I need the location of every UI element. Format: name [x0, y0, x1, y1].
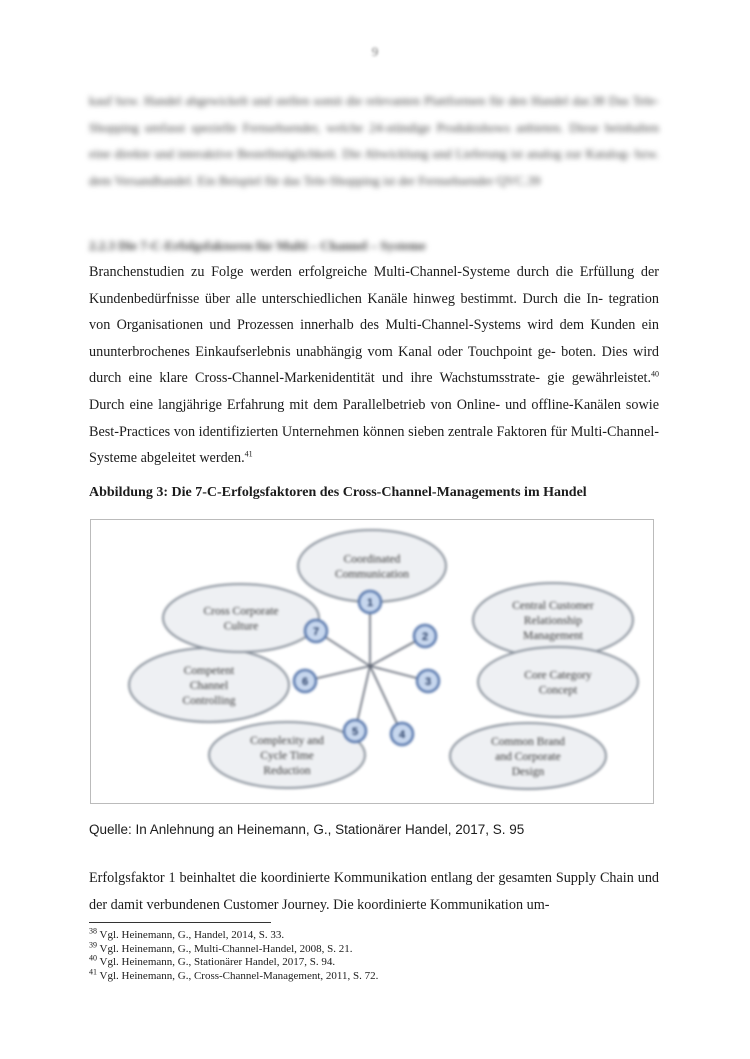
factor-number: 4	[398, 729, 406, 741]
footnote-number: 39	[89, 939, 97, 949]
body-paragraph-1	[89, 259, 659, 472]
factor-label: Competent Channel Controlling	[182, 665, 236, 707]
footnote-number: 38	[89, 926, 97, 936]
section-heading: 2.2.3 Die 7-C-Erfolgsfaktoren für Multi – Channel – Systeme	[89, 238, 426, 253]
text-line: Durch eine langjährige Erfahrung mit dem Parallelbetrieb von Online-	[89, 396, 501, 413]
factor-ellipse	[163, 584, 319, 652]
body-paragraph-2	[89, 865, 659, 918]
factor-label: Coordinated Communication	[334, 553, 410, 581]
blurred-paragraph: kauf bzw. Handel abgewickelt und stellen somit die relevanten Plattformen für den Handel dar.38 Das Tele-Shopping umfasst spezielle Fernsehsender, welche 24-stündige Produktshows anbieten. Diese beinhalten eine direkte und interaktive Bestellmöglichkeit. Die Abwicklung und Lieferung ist analog zur Katalog- bzw. dem Versandhandel. Ein Beispiel für das Tele-Shopping ist der Fernsehsender QVC.39	[89, 93, 659, 188]
text-line: tegration von Organisationen und Prozessen innerhalb des Multi-Channel-Systems wird dem	[89, 290, 659, 334]
footnote	[89, 966, 659, 984]
footnote	[89, 926, 659, 943]
text-line: boten. Dies wird durch eine klare Cross-Channel-Markenidentität und ihre Wachstumsstrate-	[89, 343, 659, 387]
footnote	[89, 953, 659, 970]
figure-source: Quelle: In Anlehnung an Heinemann, G., Stationärer Handel, 2017, S. 95	[89, 822, 525, 837]
factor-label: Complexity and Cycle Time Reduction	[250, 735, 324, 777]
figure-7c-diagram	[90, 519, 654, 804]
page-number: 9	[371, 44, 379, 59]
text-line: Branchenstudien zu Folge werden erfolgreiche Multi-Channel-Systeme durch die Erfüllung	[89, 264, 635, 280]
text-line: der Kundenbedürfnisse über alle unterschiedlichen Kanäle hinweg bestimmt. Durch die In-	[89, 264, 659, 307]
footnote-text: Vgl. Heinemann, G., Multi-Channel-Handel, 2008, S. 21.	[97, 942, 353, 955]
factor-number: 1	[366, 597, 374, 609]
footnote-text: Vgl. Heinemann, G., Handel, 2014, S. 33.	[97, 929, 285, 941]
footnote	[89, 939, 659, 957]
footnote-ref[interactable]: 40	[651, 369, 660, 379]
footnotes	[89, 926, 659, 983]
text-line: Chain und der damit verbundenen Customer Journey. Die koordinierte Kommunikation um-	[89, 870, 660, 913]
footnote-number: 40	[89, 953, 97, 963]
factor-ellipse	[478, 647, 638, 717]
diagram-svg	[91, 520, 653, 803]
factor-label: Core Category Concept	[524, 669, 592, 697]
factor-number: 2	[421, 631, 429, 643]
factor-number: 3	[424, 676, 432, 688]
text-line: zentrale Faktoren für Multi-Channel-Systeme abgeleitet werden.	[89, 423, 659, 467]
factor-number: 6	[301, 676, 309, 688]
factor-label: Central Customer Relationship Management	[512, 600, 594, 642]
footnote-number: 41	[89, 966, 97, 976]
factor-label: Common Brand and Corporate Design	[491, 736, 565, 778]
text-line: Erfolgsfaktor 1 beinhaltet die koordinierte Kommunikation entlang der gesamten Supply	[89, 870, 597, 886]
footnote-ref[interactable]: 41	[244, 449, 253, 459]
text-line: gie gewährleistet.	[547, 370, 652, 387]
factor-number: 5	[351, 726, 359, 738]
factor-label: Cross Corporate Culture	[203, 605, 279, 633]
footnote-text: Vgl. Heinemann, G., Stationärer Handel, 2017, S. 94.	[97, 956, 336, 968]
text-line: Kunden ein ununterbrochenes Einkaufserlebnis unabhängig vom Kanal oder Touchpoint ge-	[89, 317, 659, 360]
footnote-text: Vgl. Heinemann, G., Cross-Channel-Management, 2011, S. 72.	[97, 969, 379, 982]
footnote-rule	[89, 922, 271, 923]
factor-number: 7	[312, 626, 320, 638]
figure-caption: Abbildung 3: Die 7-C-Erfolgsfaktoren des Cross-Channel-Managements im Handel	[89, 485, 587, 500]
text-line: und offline-Kanälen sowie Best-Practices von identifizierten Unternehmen können sieben	[89, 396, 660, 440]
